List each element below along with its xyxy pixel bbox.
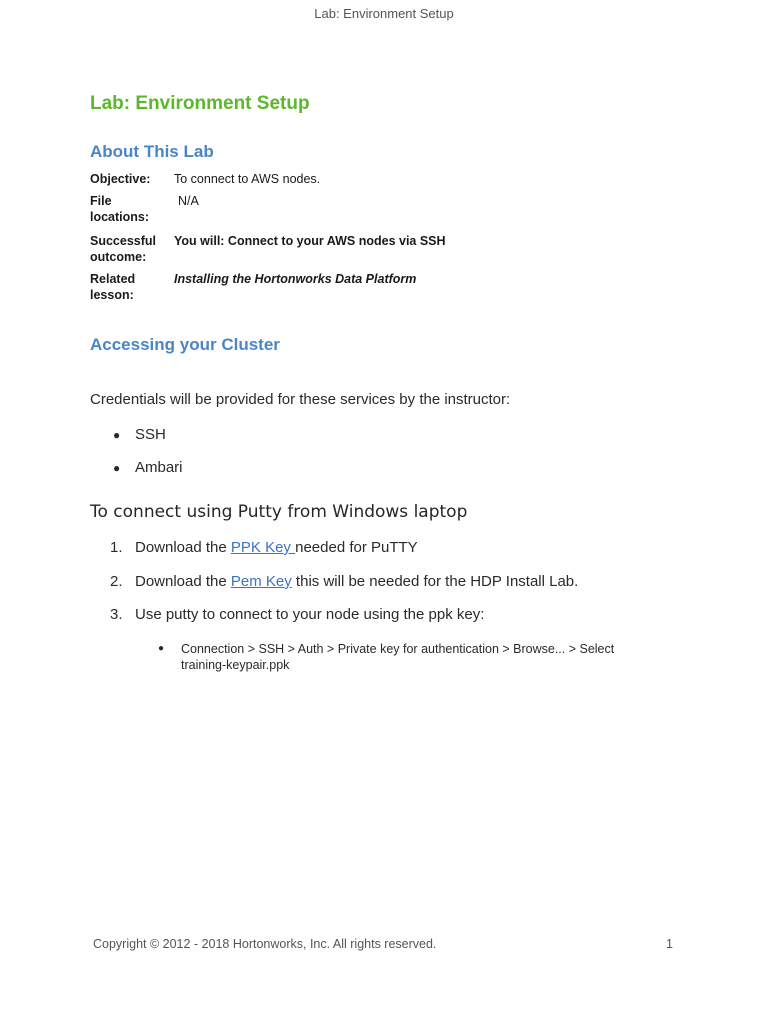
meta-value: You will: Connect to your AWS nodes via SSH (174, 234, 446, 248)
bullet-icon: ● (113, 428, 121, 442)
step-number: 1. (110, 539, 123, 556)
meta-value: N/A (178, 194, 199, 208)
page-title: Lab: Environment Setup (90, 93, 310, 114)
pem-key-link[interactable]: Pem Key (230, 573, 292, 590)
bullet-icon: ● (158, 643, 165, 654)
putty-heading: To connect using Putty from Windows laptop (90, 502, 468, 522)
step-text-post: needed for PuTTY (295, 539, 418, 556)
running-header: Lab: Environment Setup (314, 6, 454, 21)
step-number: 3. (110, 606, 123, 623)
page-number: 1 (666, 937, 673, 951)
step-text-pre: Download the (135, 539, 231, 556)
list-item-label: Ambari (135, 459, 183, 476)
step-text: Use putty to connect to your node using the ppk key: (135, 606, 485, 623)
accessing-cluster-heading: Accessing your Cluster (90, 335, 280, 354)
about-heading: About This Lab (90, 142, 214, 161)
meta-key: Successful outcome: (90, 234, 157, 264)
meta-key: File locations: (90, 194, 150, 224)
step-text-pre: Download the (135, 573, 231, 590)
bullet-icon: ● (113, 461, 121, 475)
list-item-label: SSH (135, 426, 166, 443)
step-number: 2. (110, 573, 123, 590)
step-text-post: this will be needed for the HDP Install Lab. (291, 573, 579, 590)
ppk-key-link[interactable]: PPK Key (230, 539, 296, 556)
sub-list-item-label: Connection > SSH > Auth > Private key for authentication > Browse... > Select training-keypair.ppk (181, 642, 615, 672)
meta-key: Related lesson: (90, 272, 136, 302)
credentials-intro: Credentials will be provided for these services by the instructor: (90, 391, 511, 408)
step-text (135, 573, 578, 590)
copyright-footer: Copyright © 2012 - 2018 Hortonworks, Inc. All rights reserved. (93, 937, 437, 951)
meta-value: To connect to AWS nodes. (174, 172, 321, 186)
step-text (135, 539, 418, 556)
meta-value: Installing the Hortonworks Data Platform (174, 272, 417, 286)
meta-key: Objective: (90, 172, 151, 186)
